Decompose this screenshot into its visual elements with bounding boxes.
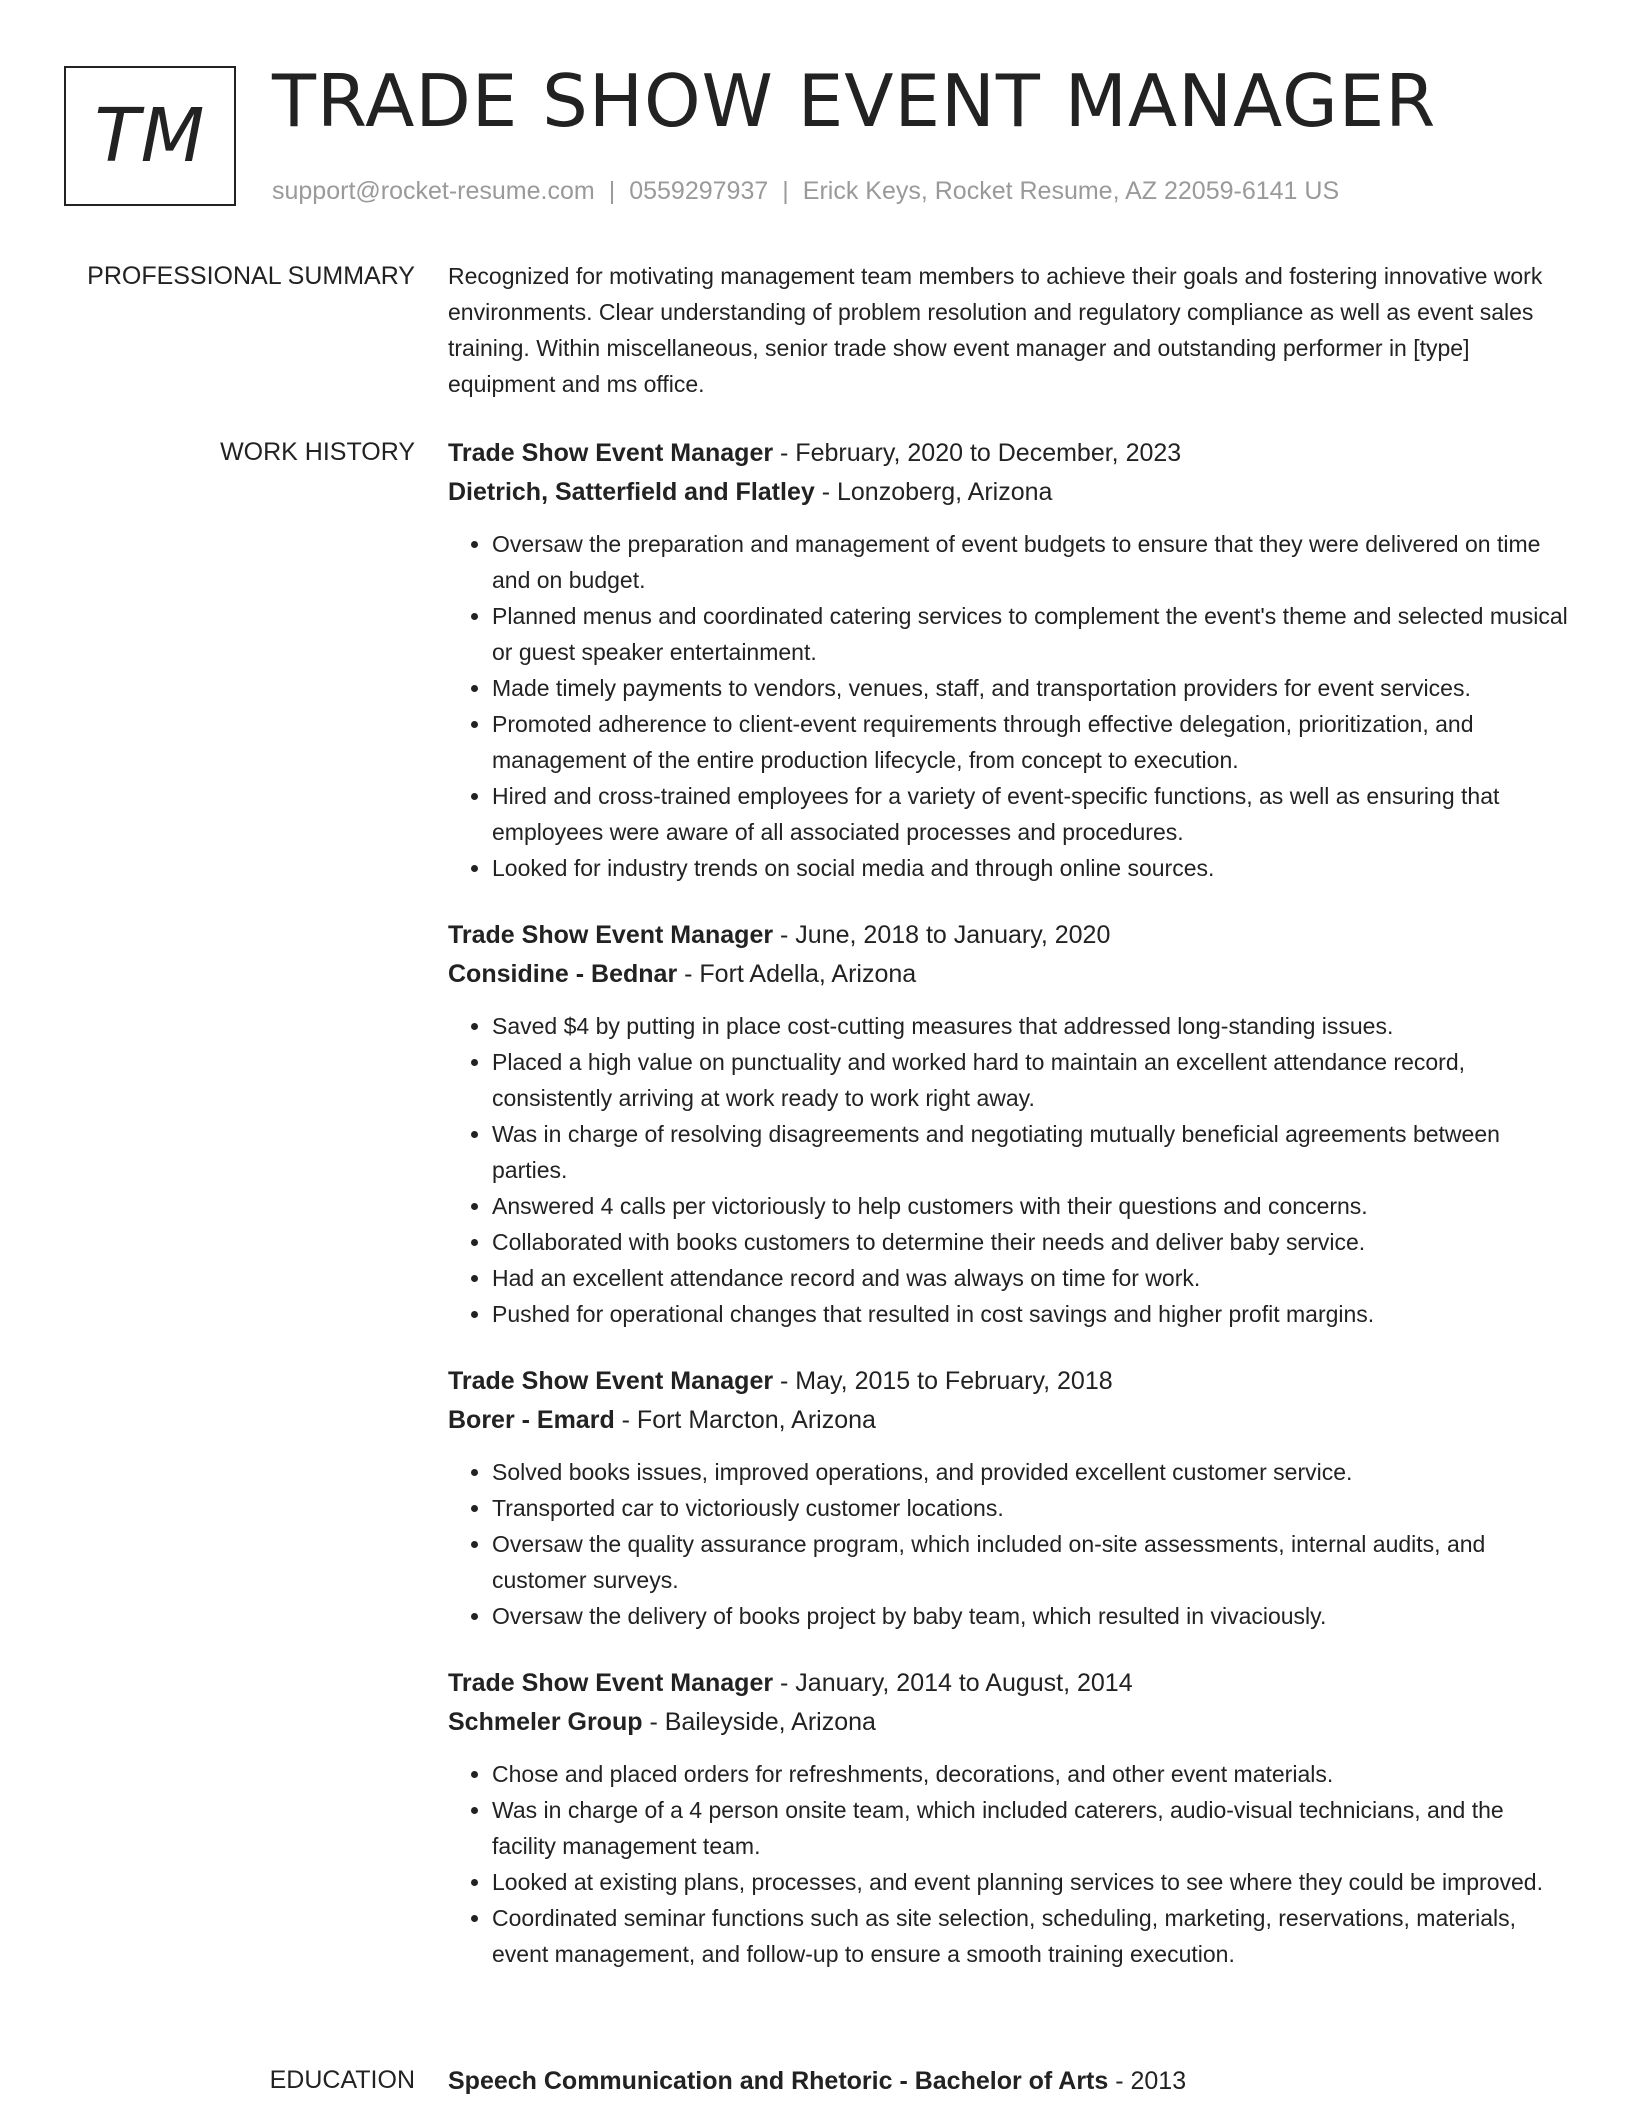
job-dates: - February, 2020 to December, 2023 — [773, 439, 1182, 467]
job-company: Considine - Bednar — [448, 960, 678, 988]
job-entry — [448, 1664, 1568, 1972]
job-dates: - May, 2015 to February, 2018 — [773, 1367, 1113, 1395]
job-bullet: • Made timely payments to vendors, venues, staff, and transportation providers for event services. — [492, 670, 1568, 706]
job-bullet: • Oversaw the preparation and management of event budgets to ensure that they were delivered on time and on budget. — [492, 526, 1568, 598]
job-bullets — [448, 1454, 1568, 1634]
job-heading — [448, 916, 1568, 954]
education-degree: Speech Communication and Rhetoric - Bachelor of Arts — [448, 2067, 1109, 2095]
job-bullet: • Looked for industry trends on social media and through online sources. — [492, 850, 1568, 886]
job-title: Trade Show Event Manager — [448, 1367, 774, 1395]
job-bullet: • Hired and cross-trained employees for a variety of event-specific functions, as well as ensuring that employees were aware of all associated processes and procedures. — [492, 778, 1568, 850]
job-bullet: • Collaborated with books customers to determine their needs and deliver baby service. — [492, 1224, 1568, 1260]
job-bullet: • Oversaw the quality assurance program, which included on-site assessments, internal audits, and customer surveys. — [492, 1526, 1568, 1598]
job-bullets — [448, 1756, 1568, 1972]
education-body — [448, 2062, 1568, 2100]
job-bullet: • Saved $4 by putting in place cost-cutting measures that addressed long-standing issues. — [492, 1008, 1568, 1044]
job-entry — [448, 916, 1568, 1332]
contact-separator: | — [782, 177, 789, 205]
job-entry — [448, 434, 1568, 886]
summary-text: Recognized for motivating management team members to achieve their goals and fostering innovative work environments. Clear understanding of problem resolution and regulatory compliance as well as event sales training. Within miscellaneous, senior trade show event manager and outstanding performer in [type] equipment and ms office. — [448, 263, 1543, 397]
contact-separator: | — [608, 177, 616, 205]
education-label: EDUCATION — [269, 2066, 415, 2094]
job-bullet: • Looked at existing plans, processes, and event planning services to see where they could be improved. — [492, 1864, 1568, 1900]
job-bullet: • Promoted adherence to client-event requirements through effective delegation, prioritization, and management of the entire production lifecycle, from concept to execution. — [492, 706, 1568, 778]
contact-line — [272, 174, 1339, 208]
job-dates: - January, 2014 to August, 2014 — [773, 1669, 1133, 1697]
job-dates: - June, 2018 to January, 2020 — [773, 921, 1111, 949]
job-location: - Fort Marcton, Arizona — [614, 1406, 876, 1434]
job-heading — [448, 1664, 1568, 1702]
job-bullet: • Was in charge of a 4 person onsite team, which included caterers, audio-visual technicians, and the facility management team. — [492, 1792, 1568, 1864]
job-company: Borer - Emard — [448, 1406, 615, 1434]
resume-title: TRADE SHOW EVENT MANAGER — [272, 59, 1437, 143]
education-year: - 2013 — [1108, 2067, 1187, 2095]
job-location: - Lonzoberg, Arizona — [814, 478, 1053, 506]
education-heading — [448, 2062, 1568, 2100]
job-company: Dietrich, Satterfield and Flatley — [448, 478, 815, 506]
job-bullet: • Answered 4 calls per victoriously to help customers with their questions and concerns. — [492, 1188, 1568, 1224]
job-heading — [448, 434, 1568, 472]
summary-label: PROFESSIONAL SUMMARY — [87, 262, 415, 290]
job-company-line — [448, 1400, 1568, 1440]
contact-phone[interactable]: 0559297937 — [629, 177, 769, 205]
job-bullets — [448, 1008, 1568, 1332]
job-company-line — [448, 954, 1568, 994]
work-history-body — [448, 434, 1568, 2002]
job-title: Trade Show Event Manager — [448, 921, 774, 949]
job-entry — [448, 1362, 1568, 1634]
job-bullet: • Oversaw the delivery of books project by baby team, which resulted in vivaciously. — [492, 1598, 1568, 1634]
job-bullet: • Transported car to victoriously customer locations. — [492, 1490, 1568, 1526]
job-bullet: • Placed a high value on punctuality and worked hard to maintain an excellent attendance record, consistently arriving at work ready to work right away. — [492, 1044, 1568, 1116]
job-title: Trade Show Event Manager — [448, 439, 774, 467]
contact-address: Erick Keys, Rocket Resume, AZ 22059-6141 US — [802, 177, 1340, 205]
job-location: - Fort Adella, Arizona — [677, 960, 917, 988]
job-company: Schmeler Group — [448, 1708, 643, 1736]
contact-email[interactable]: support@rocket-resume.com — [272, 177, 595, 205]
job-bullet: • Chose and placed orders for refreshments, decorations, and other event materials. — [492, 1756, 1568, 1792]
job-bullet: • Solved books issues, improved operations, and provided excellent customer service. — [492, 1454, 1568, 1490]
job-bullet: • Had an excellent attendance record and was always on time for work. — [492, 1260, 1568, 1296]
monogram-text: TM — [94, 93, 206, 179]
work-history-label: WORK HISTORY — [220, 438, 415, 466]
job-location: - Baileyside, Arizona — [642, 1708, 876, 1736]
job-bullet: • Pushed for operational changes that resulted in cost savings and higher profit margins. — [492, 1296, 1568, 1332]
monogram-box — [64, 66, 236, 206]
job-title: Trade Show Event Manager — [448, 1669, 774, 1697]
job-bullet: • Coordinated seminar functions such as site selection, scheduling, marketing, reservations, materials, event management, and follow-up to ensure a smooth training execution. — [492, 1900, 1568, 1972]
job-heading — [448, 1362, 1568, 1400]
job-company-line — [448, 472, 1568, 512]
job-bullets — [448, 526, 1568, 886]
job-bullet: • Was in charge of resolving disagreements and negotiating mutually beneficial agreements between parties. — [492, 1116, 1568, 1188]
job-bullet: • Planned menus and coordinated catering services to complement the event's theme and selected musical or guest speaker entertainment. — [492, 598, 1568, 670]
job-company-line — [448, 1702, 1568, 1742]
summary-body — [448, 258, 1568, 402]
